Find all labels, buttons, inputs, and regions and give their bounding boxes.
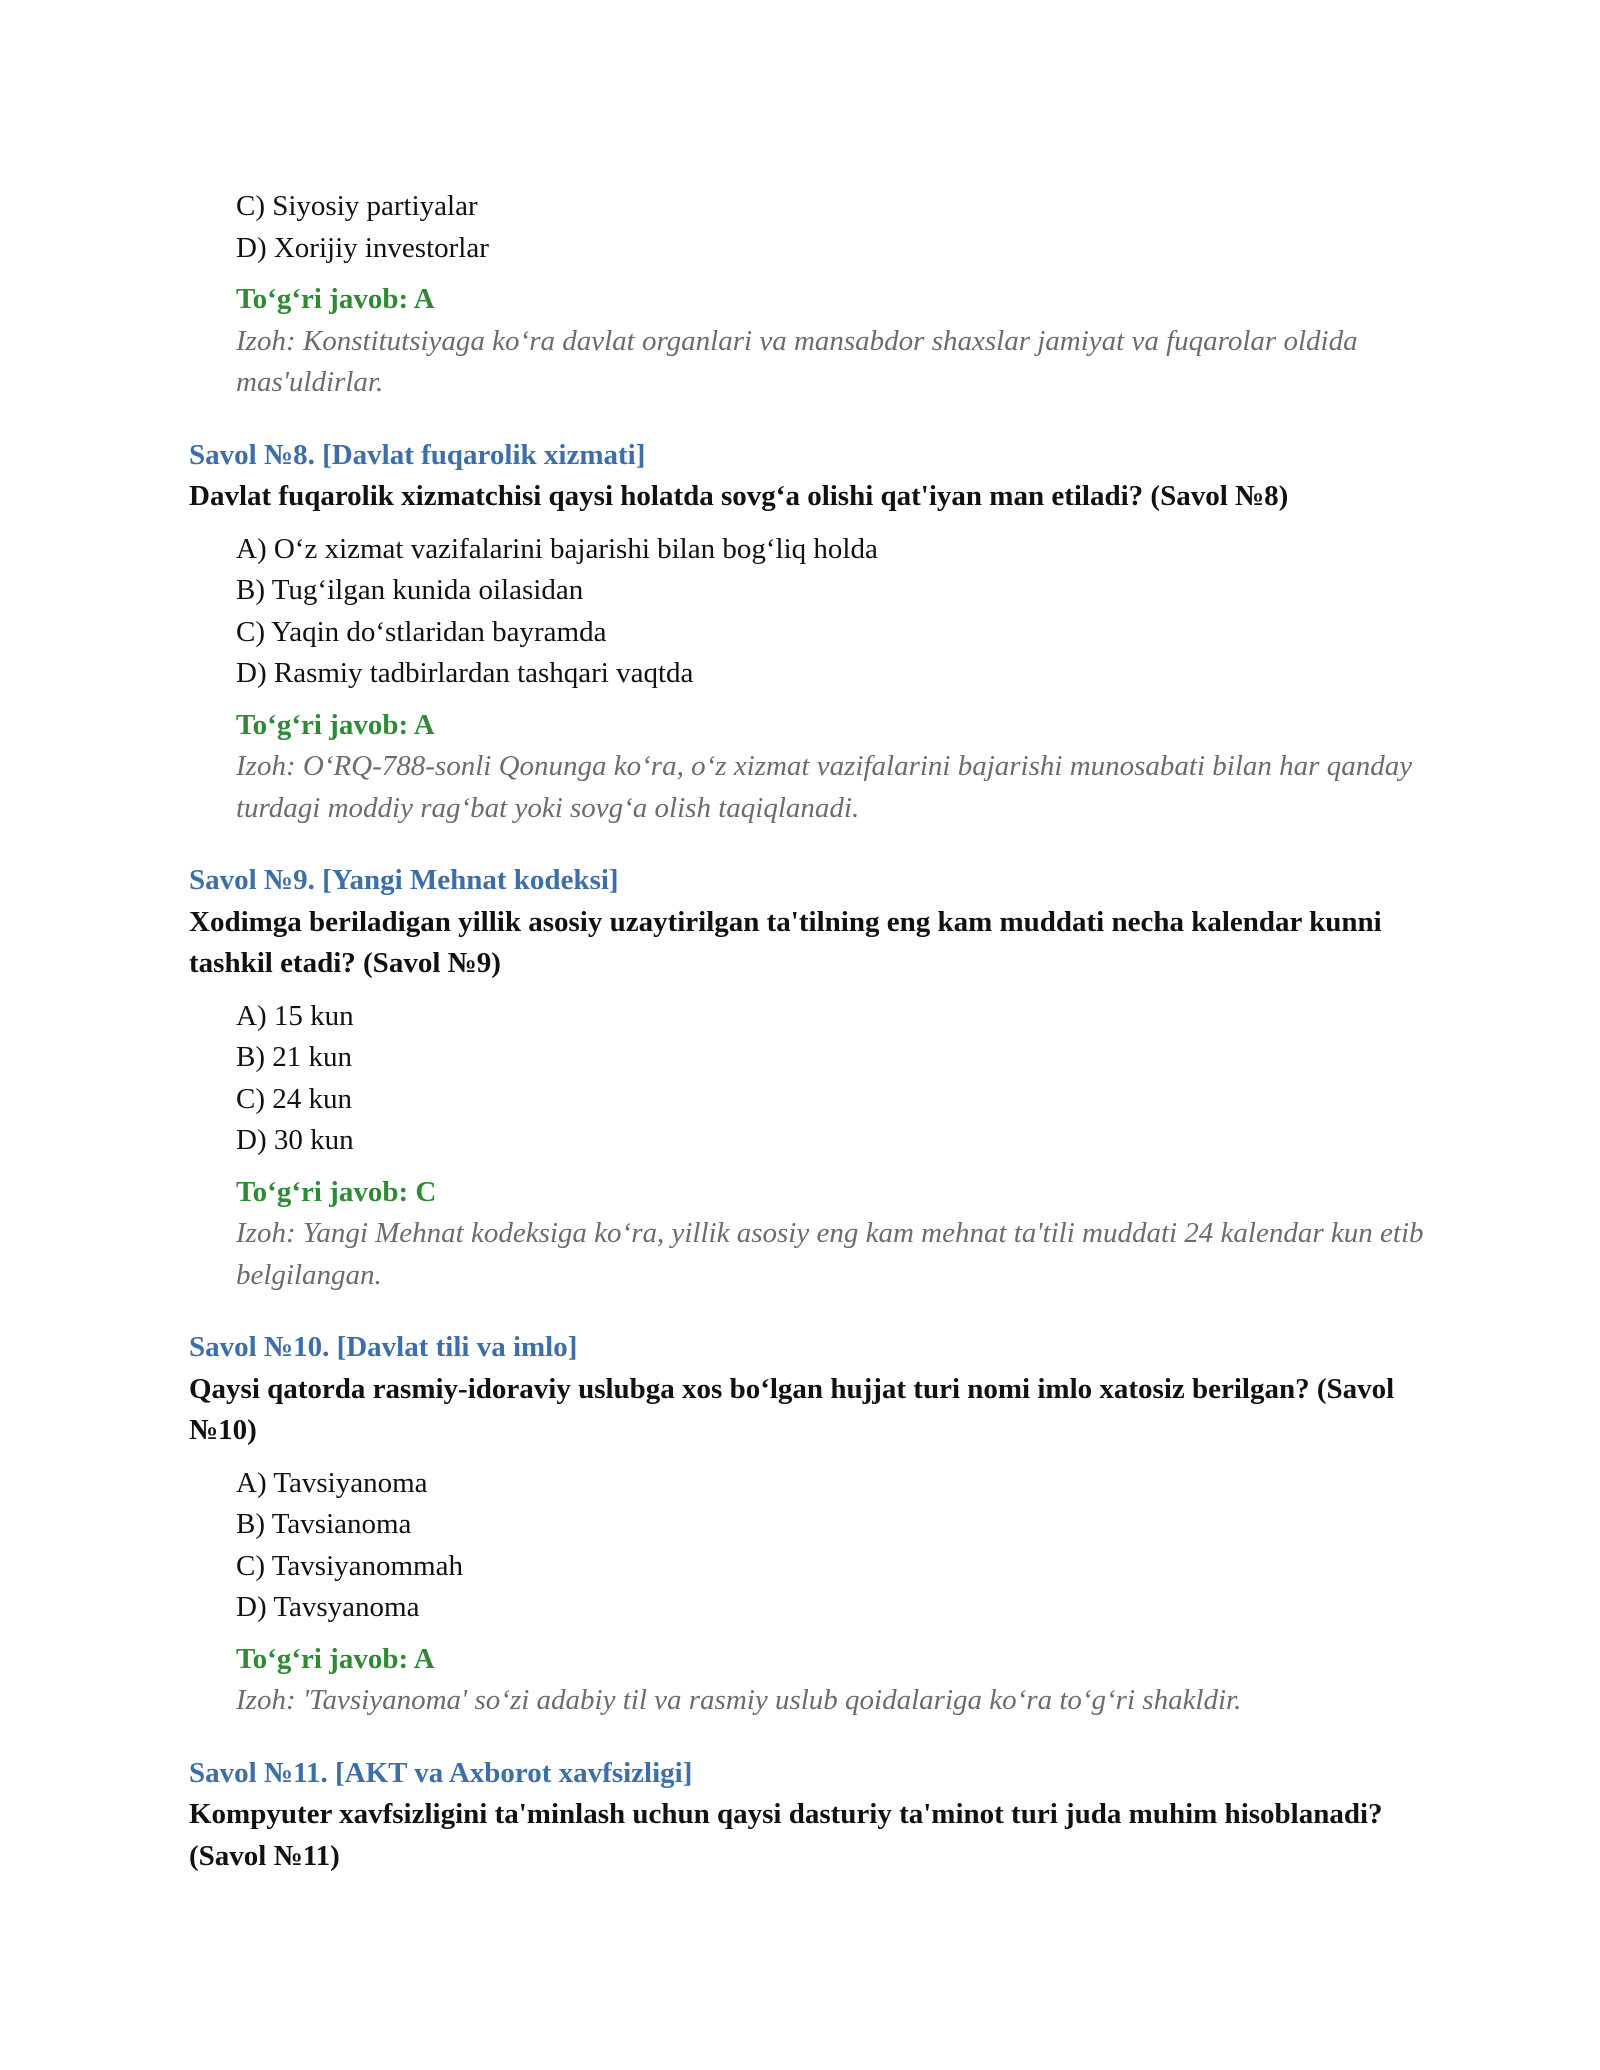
document-content (189, 186, 1449, 1877)
question-text: Xodimga beriladigan yillik asosiy uzaytirilgan ta'tilning eng kam muddati necha kalendar kunni tashkil etadi? (Savol №9) (189, 905, 1382, 979)
option-c: C) Siyosiy partiyalar (236, 190, 478, 222)
option-a: A) Tavsiyanoma (236, 1466, 428, 1499)
option-c: C) Tavsiyanommah (236, 1549, 463, 1582)
question-block-7-continued (189, 186, 1449, 404)
question-block-9 (189, 860, 1449, 1296)
question-block-8 (189, 435, 1449, 830)
question-block-11 (189, 1753, 1449, 1878)
question-text: Davlat fuqarolik xizmatchisi qaysi holatda sovg‘a olishi qat'iyan man etiladi? (Savol №8) (189, 480, 1289, 512)
correct-answer: To‘g‘ri javob: C (236, 1175, 437, 1208)
correct-answer: To‘g‘ri javob: A (236, 1642, 435, 1675)
option-a: A) 15 kun (236, 999, 354, 1032)
question-block-10 (189, 1327, 1449, 1722)
explanation: Izoh: Yangi Mehnat kodeksiga ko‘ra, yillik asosiy eng kam mehnat ta'tili muddati 24 kalendar kun etib belgilangan. (236, 1217, 1424, 1291)
option-b: B) Tug‘ilgan kunida oilasidan (236, 574, 584, 606)
correct-answer: To‘g‘ri javob: A (236, 708, 435, 741)
question-heading: Savol №11. [AKT va Axborot xavfsizligi] (189, 1756, 693, 1789)
question-heading: Savol №10. [Davlat tili va imlo] (189, 1331, 578, 1363)
option-c: C) 24 kun (236, 1082, 352, 1115)
explanation: Izoh: 'Tavsiyanoma' so‘zi adabiy til va rasmiy uslub qoidalariga ko‘ra to‘g‘ri shakldir. (236, 1684, 1242, 1716)
option-d: D) 30 kun (236, 1124, 354, 1156)
option-b: B) 21 kun (236, 1041, 352, 1073)
option-c: C) Yaqin do‘stlaridan bayramda (236, 615, 607, 648)
explanation: Izoh: Konstitutsiyaga ko‘ra davlat organlari va mansabdor shaxslar jamiyat va fuqarolar oldida mas'uldirlar. (236, 324, 1358, 398)
options-list (189, 1463, 1449, 1629)
correct-answer: To‘g‘ri javob: A (236, 283, 435, 315)
options-list (189, 996, 1449, 1162)
question-heading: Savol №8. [Davlat fuqarolik xizmati] (189, 438, 646, 471)
option-b: B) Tavsianoma (236, 1508, 412, 1540)
question-heading: Savol №9. [Yangi Mehnat kodeksi] (189, 864, 619, 896)
option-d: D) Tavsyanoma (236, 1591, 420, 1623)
question-text: Kompyuter xavfsizligini ta'minlash uchun qaysi dasturiy ta'minot turi juda muhim hisoblanadi? (Savol №11) (189, 1798, 1383, 1872)
explanation: Izoh: O‘RQ-788-sonli Qonunga ko‘ra, o‘z xizmat vazifalarini bajarishi munosabati bilan har qanday turdagi moddiy rag‘bat yoki sovg‘a olish taqiqlanadi. (236, 750, 1413, 824)
option-a: A) O‘z xizmat vazifalarini bajarishi bilan bog‘liq holda (236, 532, 878, 565)
option-d: D) Xorijiy investorlar (236, 231, 489, 264)
options-list (189, 529, 1449, 695)
question-text: Qaysi qatorda rasmiy-idoraviy uslubga xos bo‘lgan hujjat turi nomi imlo xatosiz berilgan? (Savol №10) (189, 1372, 1395, 1446)
option-d: D) Rasmiy tadbirlardan tashqari vaqtda (236, 657, 694, 689)
